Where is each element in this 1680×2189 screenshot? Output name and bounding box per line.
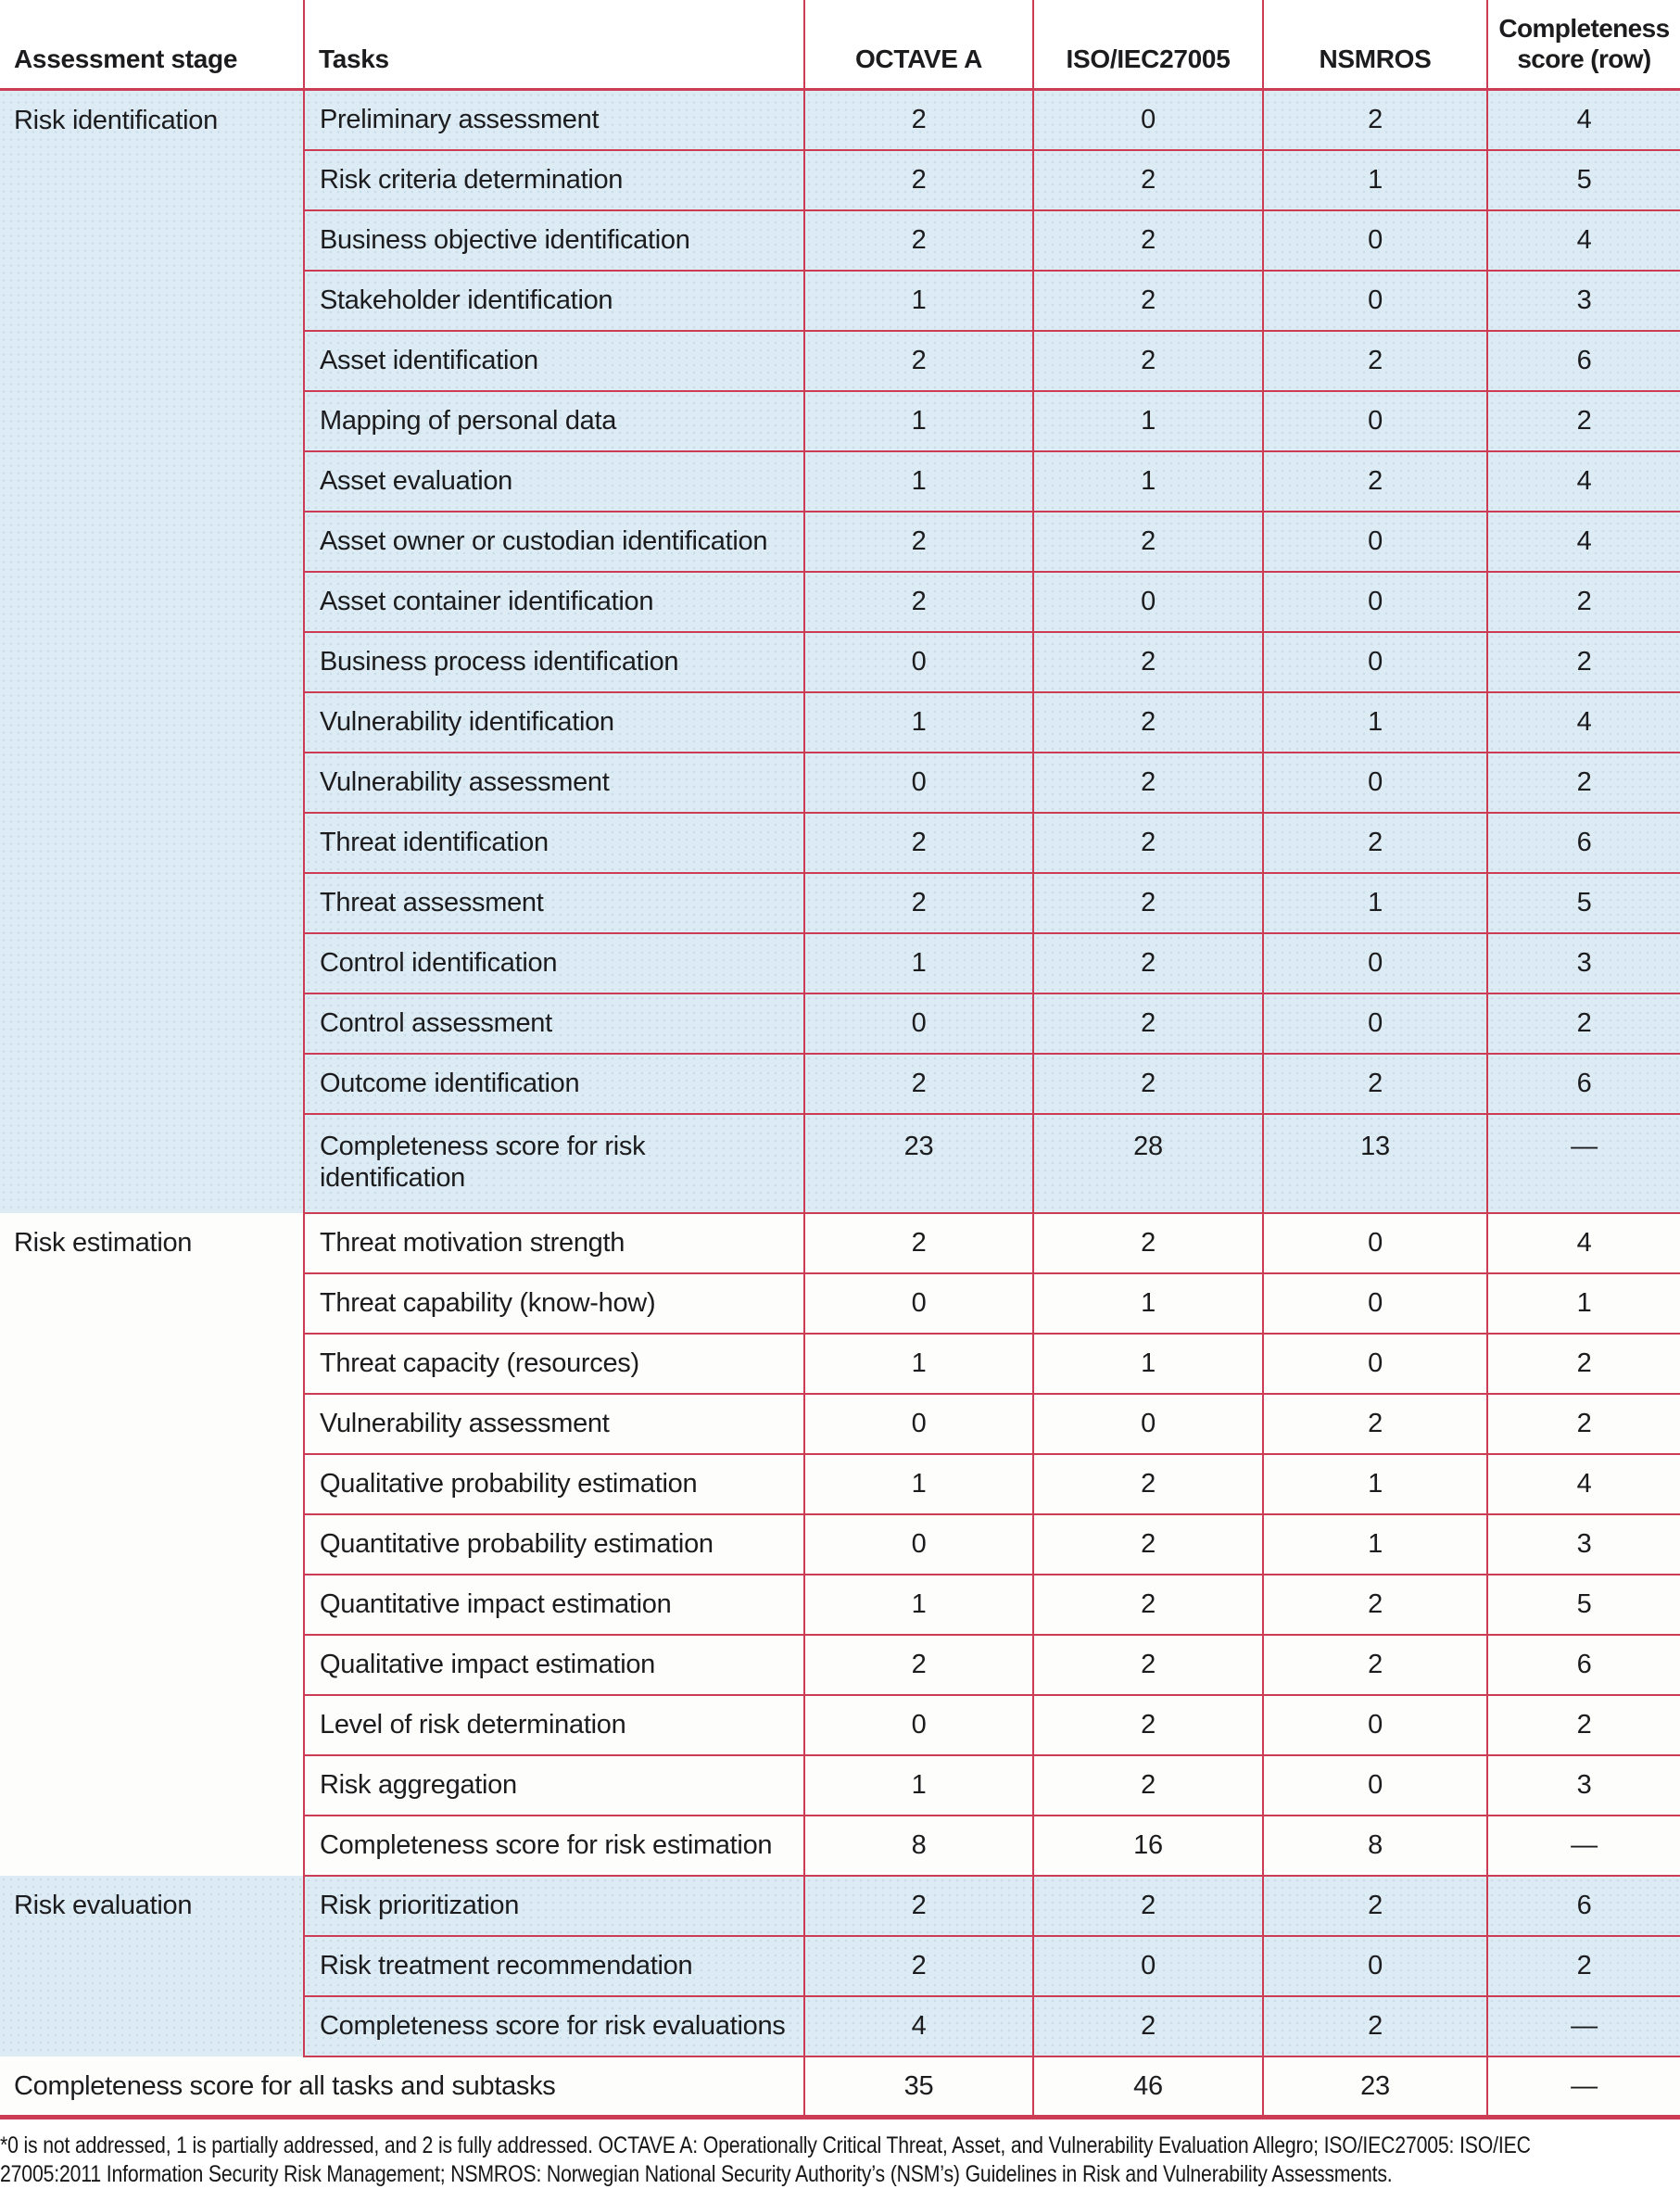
task-label: Asset container identification <box>320 587 654 616</box>
score-cell-nsmros: 1 <box>1263 873 1487 933</box>
task-cell <box>304 1816 804 1876</box>
task-label: Completeness score for risk estimation <box>320 1830 773 1860</box>
score-cell-row-total: 5 <box>1487 873 1680 933</box>
score-cell-row-total: 2 <box>1487 1936 1680 1996</box>
task-label: Completeness score for risk identification <box>320 1131 646 1193</box>
score-cell-row-total: 6 <box>1487 813 1680 873</box>
task-cell <box>304 150 804 210</box>
score-cell-row-total: 4 <box>1487 451 1680 512</box>
task-label: Risk aggregation <box>320 1770 517 1800</box>
score-cell-octave-a: 23 <box>804 1114 1033 1213</box>
score-cell-row-total: 3 <box>1487 1755 1680 1816</box>
score-cell-octave-a: 2 <box>804 512 1033 572</box>
task-label: Completeness score for risk evaluations <box>320 2011 786 2041</box>
score-cell-row-total: 2 <box>1487 632 1680 692</box>
task-cell <box>304 1635 804 1695</box>
score-cell-octave-a: 2 <box>804 813 1033 873</box>
score-cell-octave-a: 1 <box>804 1755 1033 1816</box>
footnote-line-2: 27005:2011 Information Security Risk Management; NSMROS: Norwegian National Security Authority’s (NSM’s) Guidelines in Risk and Vulnerability Assessments. <box>0 2161 1393 2187</box>
task-cell <box>304 1876 804 1936</box>
score-cell-iso-iec27005: 2 <box>1033 632 1263 692</box>
score-cell-nsmros: 2 <box>1263 1876 1487 1936</box>
task-cell <box>304 692 804 753</box>
task-label: Quantitative impact estimation <box>320 1589 672 1619</box>
task-label: Asset owner or custodian identification <box>320 526 768 556</box>
task-label: Threat identification <box>320 828 549 857</box>
score-cell-iso-iec27005: 2 <box>1033 1575 1263 1635</box>
score-cell-iso-iec27005: 0 <box>1033 1394 1263 1454</box>
score-cell-iso-iec27005: 2 <box>1033 873 1263 933</box>
task-cell <box>304 873 804 933</box>
score-cell-row-total: 6 <box>1487 1876 1680 1936</box>
score-cell-octave-a: 1 <box>804 391 1033 451</box>
column-header-iso-iec27005: ISO/IEC27005 <box>1033 0 1263 90</box>
task-cell <box>304 753 804 813</box>
score-cell-nsmros: 0 <box>1263 933 1487 993</box>
task-label: Threat assessment <box>320 888 544 917</box>
task-cell <box>304 1394 804 1454</box>
score-cell-octave-a: 8 <box>804 1816 1033 1876</box>
score-cell-octave-a: 1 <box>804 451 1033 512</box>
header-row <box>0 0 1680 90</box>
score-cell-nsmros: 1 <box>1263 150 1487 210</box>
score-cell-octave-a: 2 <box>804 873 1033 933</box>
total-score-octave-a: 35 <box>804 2056 1033 2118</box>
score-cell-nsmros: 2 <box>1263 1635 1487 1695</box>
task-label: Business objective identification <box>320 225 690 255</box>
score-cell-iso-iec27005: 16 <box>1033 1816 1263 1876</box>
score-cell-iso-iec27005: 1 <box>1033 451 1263 512</box>
score-cell-nsmros: 0 <box>1263 1755 1487 1816</box>
score-cell-row-total: 2 <box>1487 1695 1680 1755</box>
stage-cell: Risk estimation <box>0 1213 304 1876</box>
total-score-iso-iec27005: 46 <box>1033 2056 1263 2118</box>
score-cell-octave-a: 2 <box>804 1936 1033 1996</box>
task-cell <box>304 813 804 873</box>
score-cell-nsmros: 2 <box>1263 1996 1487 2056</box>
score-cell-octave-a: 2 <box>804 572 1033 632</box>
score-cell-nsmros: 0 <box>1263 512 1487 572</box>
task-label: Mapping of personal data <box>320 406 617 436</box>
score-cell-row-total: 5 <box>1487 1575 1680 1635</box>
score-cell-row-total: 4 <box>1487 692 1680 753</box>
task-cell <box>304 1114 804 1213</box>
score-cell-iso-iec27005: 1 <box>1033 391 1263 451</box>
column-header-completeness-score-row: Completeness score (row) <box>1487 0 1680 90</box>
score-cell-iso-iec27005: 2 <box>1033 993 1263 1054</box>
task-cell <box>304 933 804 993</box>
task-cell <box>304 1213 804 1273</box>
task-cell <box>304 1996 804 2056</box>
score-cell-nsmros: 0 <box>1263 993 1487 1054</box>
table-header <box>0 0 1680 90</box>
task-label: Control assessment <box>320 1008 552 1038</box>
score-cell-nsmros: 2 <box>1263 90 1487 150</box>
score-cell-nsmros: 2 <box>1263 1054 1487 1114</box>
score-cell-iso-iec27005: 1 <box>1033 1334 1263 1394</box>
score-cell-iso-iec27005: 2 <box>1033 1454 1263 1514</box>
task-cell <box>304 1514 804 1575</box>
score-cell-iso-iec27005: 28 <box>1033 1114 1263 1213</box>
score-cell-iso-iec27005: 0 <box>1033 572 1263 632</box>
task-cell <box>304 632 804 692</box>
table-row <box>0 90 1680 150</box>
score-cell-nsmros: 1 <box>1263 692 1487 753</box>
task-label: Risk treatment recommendation <box>320 1951 693 1980</box>
score-cell-nsmros: 2 <box>1263 1575 1487 1635</box>
stage-cell: Risk evaluation <box>0 1876 304 2056</box>
score-cell-nsmros: 0 <box>1263 1936 1487 1996</box>
task-label: Preliminary assessment <box>320 105 600 135</box>
task-cell <box>304 993 804 1054</box>
column-header-octave-a: OCTAVE A <box>804 0 1033 90</box>
score-cell-nsmros: 2 <box>1263 331 1487 391</box>
score-cell-nsmros: 2 <box>1263 451 1487 512</box>
score-cell-row-total: 2 <box>1487 1334 1680 1394</box>
task-label: Risk criteria determination <box>320 165 624 195</box>
task-cell <box>304 331 804 391</box>
task-label: Business process identification <box>320 647 679 677</box>
score-cell-iso-iec27005: 2 <box>1033 933 1263 993</box>
score-cell-iso-iec27005: 2 <box>1033 1213 1263 1273</box>
score-cell-octave-a: 0 <box>804 1273 1033 1334</box>
score-cell-row-total: 2 <box>1487 391 1680 451</box>
score-cell-octave-a: 2 <box>804 331 1033 391</box>
task-cell <box>304 1054 804 1114</box>
score-cell-octave-a: 1 <box>804 692 1033 753</box>
task-cell <box>304 271 804 331</box>
score-cell-row-total: — <box>1487 1114 1680 1213</box>
score-cell-iso-iec27005: 2 <box>1033 1996 1263 2056</box>
score-cell-octave-a: 0 <box>804 1695 1033 1755</box>
score-cell-row-total: 4 <box>1487 1454 1680 1514</box>
score-cell-iso-iec27005: 2 <box>1033 1514 1263 1575</box>
score-cell-iso-iec27005: 2 <box>1033 271 1263 331</box>
total-score-row-total: — <box>1487 2056 1680 2118</box>
score-cell-iso-iec27005: 2 <box>1033 753 1263 813</box>
task-label: Threat capability (know-how) <box>320 1288 656 1318</box>
score-cell-octave-a: 4 <box>804 1996 1033 2056</box>
column-header-assessment-stage: Assessment stage <box>0 0 304 90</box>
score-cell-iso-iec27005: 1 <box>1033 1273 1263 1334</box>
total-row-label: Completeness score for all tasks and subtasks <box>0 2056 804 2118</box>
score-cell-row-total: 1 <box>1487 1273 1680 1334</box>
score-cell-nsmros: 0 <box>1263 1273 1487 1334</box>
score-cell-octave-a: 1 <box>804 933 1033 993</box>
score-cell-iso-iec27005: 2 <box>1033 331 1263 391</box>
task-cell <box>304 1575 804 1635</box>
score-cell-row-total: 6 <box>1487 1054 1680 1114</box>
task-cell <box>304 512 804 572</box>
score-cell-octave-a: 2 <box>804 1054 1033 1114</box>
score-cell-octave-a: 0 <box>804 753 1033 813</box>
task-cell <box>304 210 804 271</box>
task-cell <box>304 1755 804 1816</box>
score-cell-row-total: 2 <box>1487 753 1680 813</box>
score-cell-iso-iec27005: 2 <box>1033 692 1263 753</box>
score-cell-iso-iec27005: 2 <box>1033 1635 1263 1695</box>
score-cell-nsmros: 0 <box>1263 572 1487 632</box>
total-row <box>0 2056 1680 2118</box>
total-score-nsmros: 23 <box>1263 2056 1487 2118</box>
task-label: Asset evaluation <box>320 466 512 496</box>
score-cell-iso-iec27005: 2 <box>1033 1054 1263 1114</box>
score-cell-octave-a: 0 <box>804 632 1033 692</box>
score-cell-row-total: 4 <box>1487 90 1680 150</box>
score-cell-octave-a: 1 <box>804 1454 1033 1514</box>
task-label: Level of risk determination <box>320 1710 626 1740</box>
score-cell-nsmros: 0 <box>1263 391 1487 451</box>
score-cell-nsmros: 0 <box>1263 1695 1487 1755</box>
score-cell-octave-a: 2 <box>804 150 1033 210</box>
score-cell-row-total: 5 <box>1487 150 1680 210</box>
score-cell-iso-iec27005: 2 <box>1033 210 1263 271</box>
score-cell-row-total: 4 <box>1487 1213 1680 1273</box>
column-header-nsmros: NSMROS <box>1263 0 1487 90</box>
table-row <box>0 1213 1680 1273</box>
score-cell-nsmros: 13 <box>1263 1114 1487 1213</box>
task-label: Qualitative probability estimation <box>320 1469 698 1499</box>
score-cell-row-total: 6 <box>1487 331 1680 391</box>
score-cell-octave-a: 2 <box>804 210 1033 271</box>
score-cell-iso-iec27005: 2 <box>1033 150 1263 210</box>
task-label: Quantitative probability estimation <box>320 1529 714 1559</box>
table-body <box>0 90 1680 2118</box>
score-cell-row-total: 2 <box>1487 572 1680 632</box>
score-cell-octave-a: 2 <box>804 90 1033 150</box>
task-label: Qualitative impact estimation <box>320 1650 656 1679</box>
score-cell-row-total: 2 <box>1487 1394 1680 1454</box>
task-label: Vulnerability assessment <box>320 1409 610 1438</box>
task-cell <box>304 1454 804 1514</box>
score-cell-iso-iec27005: 2 <box>1033 1755 1263 1816</box>
score-cell-iso-iec27005: 2 <box>1033 512 1263 572</box>
score-cell-nsmros: 2 <box>1263 1394 1487 1454</box>
footnote-line-1: *0 is not addressed, 1 is partially addressed, and 2 is fully addressed. OCTAVE A: Operationally Critical Threat, Asset, and Vulnerability Evaluation Allegro; ISO/IEC27005: ISO/IEC <box>0 2132 1531 2158</box>
score-cell-nsmros: 0 <box>1263 753 1487 813</box>
task-label: Vulnerability assessment <box>320 767 610 797</box>
score-cell-nsmros: 0 <box>1263 271 1487 331</box>
score-cell-row-total: — <box>1487 1816 1680 1876</box>
score-cell-nsmros: 0 <box>1263 1213 1487 1273</box>
task-cell <box>304 1334 804 1394</box>
score-cell-nsmros: 0 <box>1263 1334 1487 1394</box>
score-cell-octave-a: 1 <box>804 1334 1033 1394</box>
task-cell <box>304 1936 804 1996</box>
score-cell-nsmros: 8 <box>1263 1816 1487 1876</box>
score-cell-row-total: 3 <box>1487 1514 1680 1575</box>
task-label: Threat motivation strength <box>320 1228 625 1258</box>
task-label: Risk prioritization <box>320 1891 520 1920</box>
score-cell-iso-iec27005: 2 <box>1033 1695 1263 1755</box>
score-cell-octave-a: 1 <box>804 1575 1033 1635</box>
task-cell <box>304 391 804 451</box>
score-cell-nsmros: 0 <box>1263 210 1487 271</box>
task-cell <box>304 1273 804 1334</box>
task-label: Outcome identification <box>320 1069 580 1098</box>
task-label: Threat capacity (resources) <box>320 1348 639 1378</box>
score-cell-row-total: — <box>1487 1996 1680 2056</box>
table-row <box>0 1876 1680 1936</box>
score-cell-octave-a: 0 <box>804 1514 1033 1575</box>
score-cell-row-total: 3 <box>1487 271 1680 331</box>
score-cell-nsmros: 1 <box>1263 1454 1487 1514</box>
score-cell-row-total: 6 <box>1487 1635 1680 1695</box>
task-cell <box>304 1695 804 1755</box>
score-cell-nsmros: 2 <box>1263 813 1487 873</box>
task-label: Asset identification <box>320 346 538 375</box>
score-cell-octave-a: 0 <box>804 1394 1033 1454</box>
score-cell-nsmros: 1 <box>1263 1514 1487 1575</box>
footnote <box>0 2132 1680 2189</box>
score-cell-row-total: 2 <box>1487 993 1680 1054</box>
column-header-tasks: Tasks <box>304 0 804 90</box>
score-cell-iso-iec27005: 0 <box>1033 1936 1263 1996</box>
score-cell-iso-iec27005: 2 <box>1033 1876 1263 1936</box>
score-cell-iso-iec27005: 2 <box>1033 813 1263 873</box>
score-cell-octave-a: 1 <box>804 271 1033 331</box>
task-cell <box>304 451 804 512</box>
stage-cell: Risk identification <box>0 90 304 1213</box>
score-cell-row-total: 3 <box>1487 933 1680 993</box>
score-cell-octave-a: 2 <box>804 1876 1033 1936</box>
score-cell-nsmros: 0 <box>1263 632 1487 692</box>
task-label: Control identification <box>320 948 558 978</box>
score-cell-row-total: 4 <box>1487 512 1680 572</box>
task-label: Stakeholder identification <box>320 285 613 315</box>
score-cell-iso-iec27005: 0 <box>1033 90 1263 150</box>
task-cell <box>304 90 804 150</box>
task-cell <box>304 572 804 632</box>
score-cell-octave-a: 2 <box>804 1635 1033 1695</box>
task-label: Vulnerability identification <box>320 707 614 737</box>
score-cell-row-total: 4 <box>1487 210 1680 271</box>
score-cell-octave-a: 2 <box>804 1213 1033 1273</box>
score-cell-octave-a: 0 <box>804 993 1033 1054</box>
